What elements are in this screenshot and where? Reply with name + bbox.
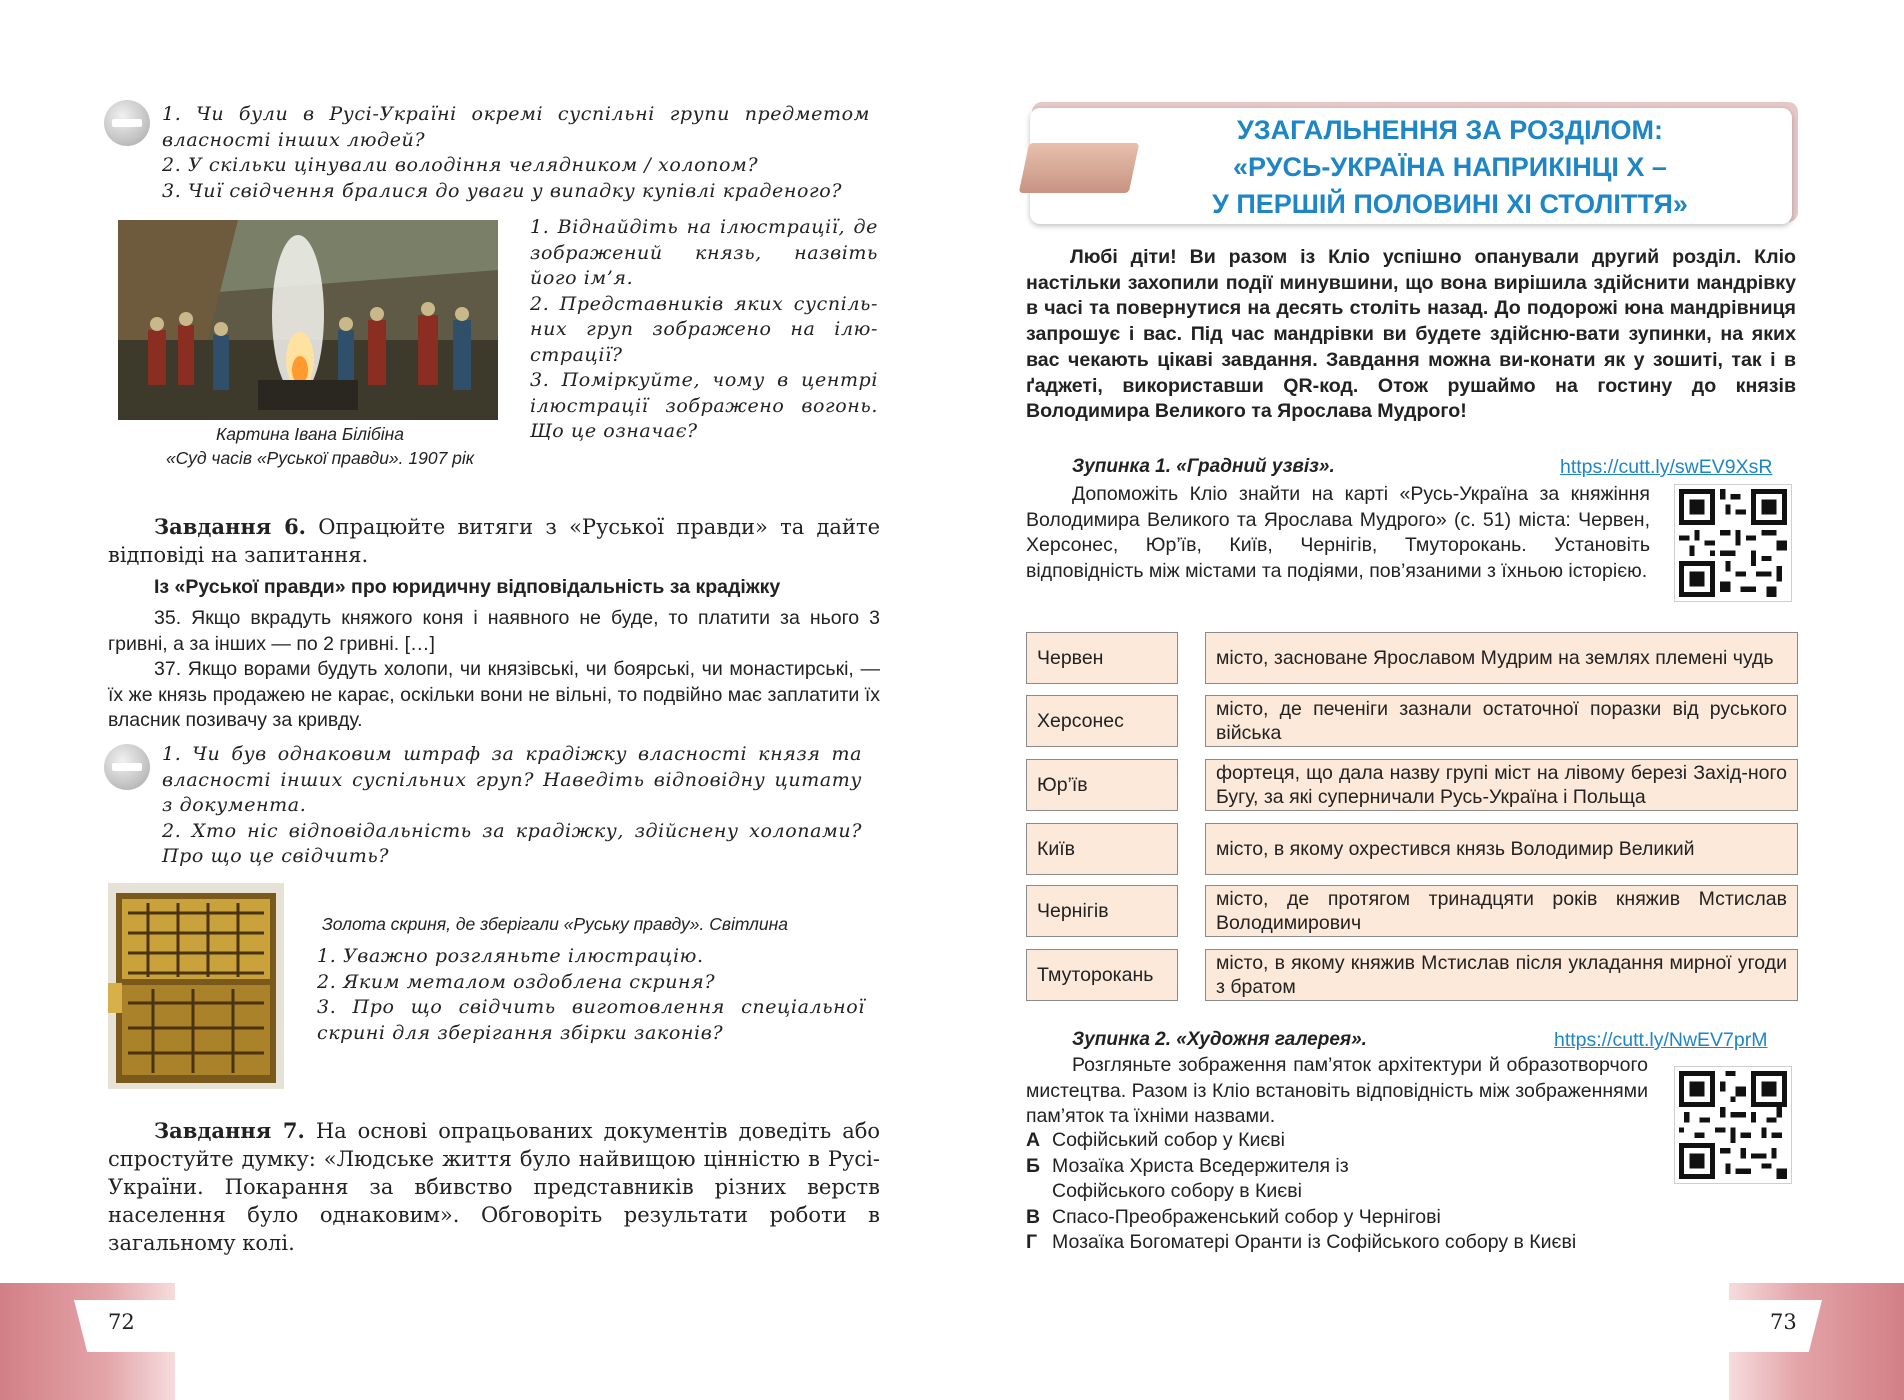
stop-2-text: Розгляньте зображення пам’яток архітектури й образотворчого мистецтва. Разом із Кліо встановіть відповідність між зображеннями пам’яток та їхніми назвами. [1026, 1054, 1648, 1127]
gallery-list [1026, 1128, 1646, 1256]
question-item: 1. Віднайдіть на ілюстрації, де зображений князь, назвіть його ім’я. [530, 216, 878, 289]
stop-1-text: Допоможіть Кліо знайти на карті «Русь-Україна за княжіння Володимира Великого та Ярослава Мудрого» (с. 51) міста: Червен, Херсонес, Юр’їв, Київ, Чернігів, Тмуторокань. Установіть відповідність між містами та подіями, пов’язаними з їхньою історією. [1026, 483, 1650, 582]
list-item [1026, 1230, 1646, 1256]
qr-code-stop-1[interactable] [1674, 484, 1792, 602]
event-box: місто, де протягом тринадцяти років княжив Мстислав Володимирович [1205, 885, 1798, 937]
task-6-text: Опрацюйте витяги з «Руської правди» та дайте відповіді на запитання. [108, 515, 880, 567]
event-box: місто, в якому княжив Мстислав після укладання мирної угоди з братом [1205, 949, 1798, 1001]
painting-caption-title: «Суд часів «Руської правди». 1907 рік [165, 448, 475, 468]
city-box: Херсонес [1026, 695, 1178, 747]
question-item: 2. Хто ніс відповідальність за крадіжку, здійснену холопами? Про що це свідчить? [162, 819, 862, 867]
task-7 [108, 1117, 880, 1257]
page-number: 73 [1770, 1310, 1797, 1334]
questions-block-2 [162, 742, 862, 870]
task-6-label: Завдання 6. [154, 514, 306, 539]
event-box: місто, де печеніги зазнали остаточної поразки від руського війська [1205, 695, 1798, 747]
banner-title: УЗАГАЛЬНЕННЯ ЗА РОЗДІЛОМ: «РУСЬ-УКРАЇНА НАПРИКІНЦІ Х – У ПЕРШІЙ ПОЛОВИНІ ХІ СТОЛІТТЯ» [1212, 115, 1688, 219]
bilibin-painting-image [118, 220, 498, 420]
question-item: 2. Яким металом оздоблена скриня? [317, 970, 716, 993]
painting-caption: Картина Івана Білібіна [215, 424, 404, 444]
question-item: 3. Про що свідчить виготовлення спеціальної скрині для зберігання збірки законів? [317, 996, 865, 1044]
list-item [1026, 1154, 1646, 1205]
city-box: Київ [1026, 823, 1178, 875]
page-number-tab [1712, 1300, 1822, 1352]
task-7-text: На основі опрацьованих документів доведіть або спростуйте думку: «Людське життя було найвищою цінністю в Русі-України. Покарання за вбивство представників різних верств населення було однаковим». Обговоріть результати роботи в загальному колі. [108, 1119, 881, 1255]
city-box: Чернігів [1026, 885, 1178, 937]
qr-code-icon [1679, 1071, 1787, 1179]
list-item [1026, 1205, 1646, 1231]
city-box: Юр’їв [1026, 759, 1178, 811]
golden-chest-image [108, 883, 284, 1089]
qr-code-stop-2[interactable] [1674, 1066, 1792, 1184]
intro-paragraph: Любі діти! Ви разом із Кліо успішно опанували другий розділ. Кліо настільки захопили події минувшини, що вона вирішила здійснити мандрівку в часі та повернутися на десять століть назад. До подорожі юна мандрівниця запрошує і вас. Під час мандрівки ви будете здійсню-вати зупинки, на яких вас чекають цікаві завдання. Завдання можна ви-конати як у зошиті, так і в ґаджеті, використавши QR-код. Отож рушаймо на гостину до князів Володимира Великого та Ярослава Мудрого! [1026, 246, 1796, 423]
city-box: Тмуторокань [1026, 949, 1178, 1001]
questions-block-1 [162, 102, 870, 204]
question-item: 3. Поміркуйте, чому в центрі ілюстрації зображено вогонь. Що це означає? [530, 369, 878, 442]
item-letter: Г [1026, 1231, 1038, 1253]
item-text: Спасо-Преображенський собор у Чернігові [1052, 1205, 1441, 1228]
stop-2-title: Зупинка 2. «Художня галерея». [1072, 1029, 1367, 1050]
question-item: 1. Уважно розгляньте ілюстрацію. [317, 945, 704, 967]
banner-tab-decoration [1019, 143, 1140, 193]
question-item: 3. Чиї свідчення бралися до уваги у випадку купівлі краденого? [162, 179, 843, 202]
question-item: 1. Чи були в Русі-Україні окремі суспільні групи предметом власності інших людей? [162, 103, 870, 151]
page-number: 72 [108, 1310, 135, 1334]
question-item: 2. У скільки цінували володіння челядником / холопом? [162, 154, 759, 176]
item-letter: Б [1026, 1154, 1041, 1177]
city-box: Червен [1026, 632, 1178, 684]
task-6 [108, 513, 880, 569]
list-item [1026, 1128, 1646, 1154]
item-text: Софійський собор у Києві [1052, 1129, 1285, 1151]
event-box: фортеця, що дала назву групі міст на лівому березі Захід-ного Бугу, за які суперничали Русь-Україна і Польща [1205, 759, 1798, 811]
event-box: місто, в якому охрестився князь Володимир Великий [1205, 823, 1798, 875]
item-text: Мозаїка Христа Вседержителя із Софійського собору в Києві [1052, 1154, 1349, 1202]
question-arrow-icon [104, 100, 150, 146]
stop-2-link[interactable]: https://cutt.ly/NwEV7prM [1554, 1029, 1768, 1051]
stop-1-link[interactable]: https://cutt.ly/swEV9XsR [1560, 456, 1773, 478]
item-letter: В [1026, 1205, 1041, 1228]
task-7-label: Завдання 7. [154, 1118, 305, 1143]
stop-1-title: Зупинка 1. «Градний узвіз». [1072, 456, 1335, 477]
qr-code-icon [1679, 489, 1787, 597]
question-item: 1. Чи був однаковим штраф за крадіжку власності князя та власності інших суспільних груп? Наведіть відповідну цитату з документа. [162, 743, 862, 816]
source-paragraph: 37. Якщо ворами будуть холопи, чи князівські, чи боярські, чи монастирські, — їх же князь продажею не карає, оскільки вони не вільні, то подвійно має заплатити їх власник позивачу за кривду. [108, 658, 880, 731]
source-paragraph: 35. Якщо вкрадуть княжого коня і наявного не буде, то платити за нього 3 гривні, а за інших — по 2 гривні. […] [108, 607, 880, 655]
question-arrow-icon [104, 744, 150, 790]
chest-caption: Золота скриня, де зберігали «Руську правду». Світлина [322, 914, 789, 934]
source-title: Із «Руської правди» про юридичну відповідальність за крадіжку [154, 576, 781, 598]
painting-questions [530, 215, 878, 445]
item-letter: А [1026, 1129, 1041, 1151]
event-box: місто, засноване Ярославом Мудрим на землях племені чудь [1205, 632, 1798, 684]
question-item: 2. Представників яких суспіль-них груп зображено на ілю-страції? [530, 292, 878, 366]
item-text: Мозаїка Богоматері Оранти із Софійського собору в Києві [1052, 1231, 1577, 1253]
chest-questions [317, 944, 865, 1046]
